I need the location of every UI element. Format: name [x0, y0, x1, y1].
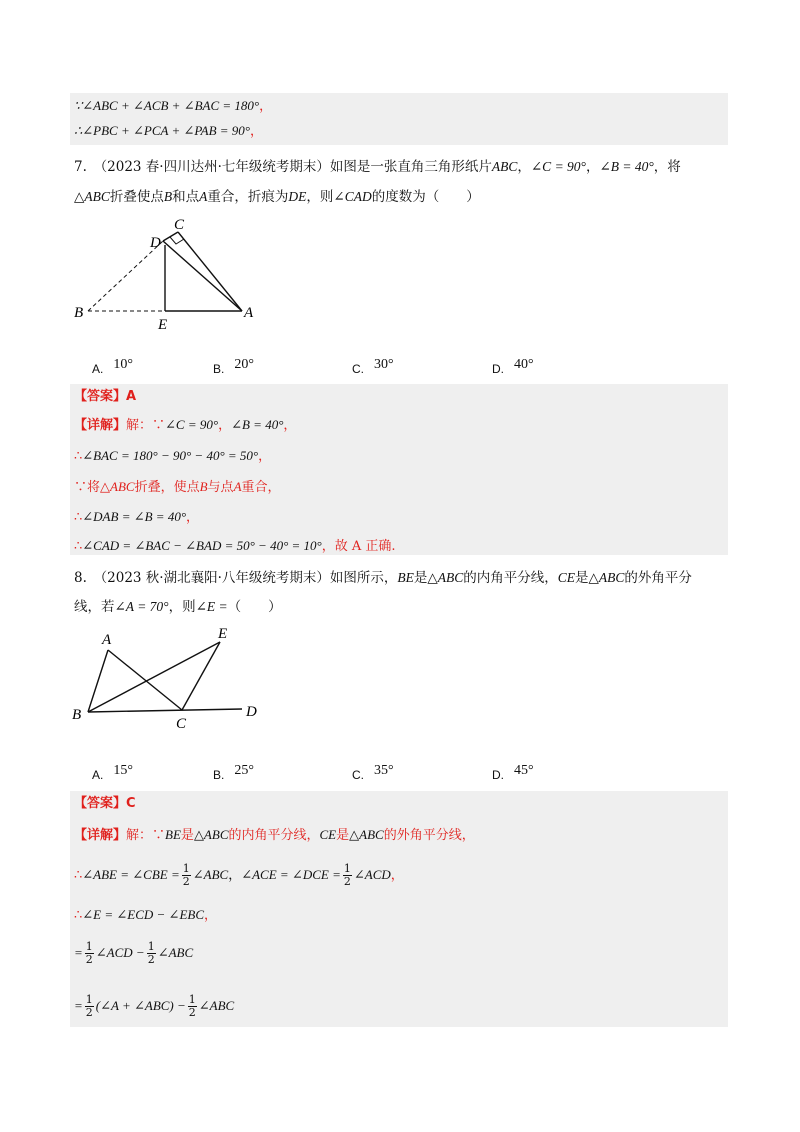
answer-line: 【答案】C [74, 796, 136, 811]
detail-line: ∵将△ABC折叠，使点B与点A重合， [74, 479, 281, 495]
question-8-text-line2: 线，若∠A = 70°，则∠E =（ ） [74, 599, 282, 615]
question-7-answer-block [70, 384, 728, 555]
option-c: C. 35° [352, 763, 394, 782]
fraction: $\frac{1}{2}$ [85, 993, 93, 1019]
option-d: D. 40° [492, 357, 534, 376]
label-e: E [218, 626, 228, 642]
detail-line: 【详解】解：∵BE是△ABC的内角平分线，CE是△ABC的外角平分线， [74, 827, 475, 843]
detail-line: = $\frac{1}{2}$ ∠ACD − $\frac{1}{2}$ ∠ABC [74, 940, 194, 966]
segment-ac [108, 650, 182, 710]
detail-line: = $\frac{1}{2}$ (∠A + ∠ABC) − $\frac{1}{2}$ ∠ABC [74, 993, 235, 1019]
fraction: $\frac{1}{2}$ [188, 993, 196, 1019]
right-angle-mark [170, 237, 184, 244]
fraction: $\frac{1}{2}$ [85, 940, 93, 966]
detail-line: ∴∠DAB = ∠B = 40°， [74, 509, 200, 525]
label-e: E [158, 317, 168, 333]
fold-line-bd [88, 241, 163, 311]
fraction: $\frac{1}{2}$ [147, 940, 155, 966]
question-7-text-line2: △ABC折叠使点B和点A重合，折痕为DE，则∠CAD的度数为（ ） [74, 189, 480, 205]
option-c: C. 30° [352, 357, 394, 376]
question-8-text: 8. （2023 秋·湖北襄阳·八年级统考期末）如图所示，BE是△ABC的内角平分线，CE是△ABC的外角平分 [74, 570, 692, 586]
segment-ca [178, 232, 242, 311]
segment-bd [88, 709, 242, 712]
detail-line: 【详解】解：∵∠C = 90°，∠B = 40°， [74, 417, 297, 433]
option-a: A. 15° [92, 763, 133, 782]
option-b: B. 20° [213, 357, 254, 376]
solution-line: ∵∠ABC + ∠ACB + ∠BAC = 180°， [74, 98, 273, 114]
label-c: C [174, 217, 185, 233]
label-d: D [246, 704, 257, 720]
detail-line: ∴∠BAC = 180° − 90° − 40° = 50°， [74, 448, 272, 464]
label-c: C [176, 716, 187, 732]
solution-line: ∴∠PBC + ∠PCA + ∠PAB = 90°， [74, 123, 263, 139]
detail-line: ∴∠E = ∠ECD − ∠EBC， [74, 907, 218, 923]
label-b: B [72, 707, 82, 723]
fraction: $\frac{1}{2}$ [343, 862, 351, 888]
segment-da [163, 241, 242, 311]
question-7-figure [70, 215, 270, 335]
question-8-figure [70, 622, 270, 734]
segment-dc [163, 232, 178, 241]
fraction: $\frac{1}{2}$ [182, 862, 190, 888]
answer-line: 【答案】A [74, 389, 137, 404]
label-b: B [74, 305, 84, 321]
question-7-text: 7. （2023 春·四川达州·七年级统考期末）如图是一张直角三角形纸片ABC，∠C = 90°，∠B = 40°，将 [74, 159, 681, 175]
option-d: D. 45° [492, 763, 534, 782]
detail-line: ∴∠CAD = ∠BAC − ∠BAD = 50° − 40° = 10°，故 A 正确. [74, 538, 396, 554]
option-b: B. 25° [213, 763, 254, 782]
detail-line: ∴∠ABE = ∠CBE = $\frac{1}{2}$ ∠ABC，∠ACE = ∠DCE = $\frac{1}{2}$ ∠ACD， [74, 862, 404, 888]
option-a: A. 10° [92, 357, 133, 376]
label-a: A [244, 305, 254, 321]
label-a: A [102, 632, 112, 648]
label-d: D [150, 235, 161, 251]
